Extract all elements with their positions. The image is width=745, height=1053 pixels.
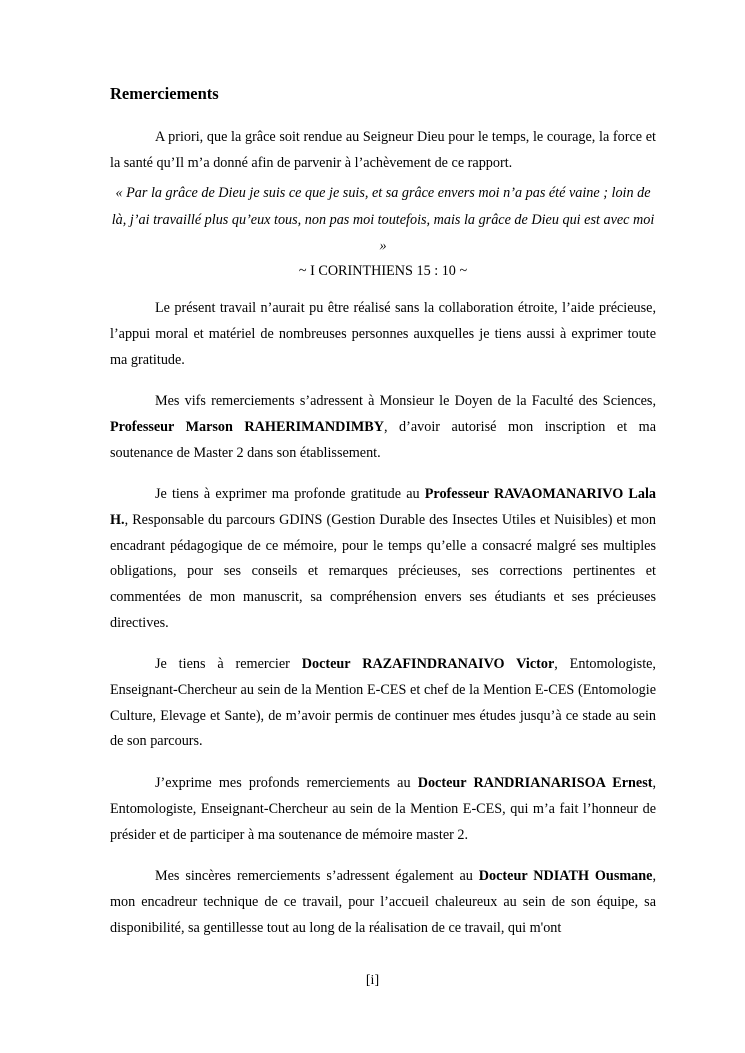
person-name: Docteur RANDRIANARISOA Ernest — [417, 775, 653, 791]
text-segment: , mon encadreur technique de ce travail, pour l’accueil chaleureux au sein de son équipe, sa disponibilité, sa gentillesse tout au long de la réalisation de ce travail, qui m'ont — [110, 868, 656, 936]
text-segment: Je tiens à exprimer ma profonde gratitude au — [155, 486, 425, 502]
paragraph-doyen — [110, 389, 656, 466]
bible-quote: « Par la grâce de Dieu je suis ce que je suis, et sa grâce envers moi n’a pas été vaine ; loin de là, j’ai travaillé plus qu’eux tous, non pas moi toutefois, mais la grâce de Dieu qui est avec moi » — [111, 185, 655, 254]
person-name: Professeur Marson RAHERIMANDIMBY — [110, 418, 384, 435]
paragraph-technical-supervisor — [110, 864, 656, 941]
text-segment: Mes sincères remerciements s’adressent également au — [155, 868, 479, 884]
paragraph-collaboration: Le présent travail n’aurait pu être réalisé sans la collaboration étroite, l’aide précieuse, l’appui moral et matériel de nombreuses personnes auxquelles je tiens aussi à exprimer toute ma gratitude. — [110, 300, 656, 368]
text-segment: , Responsable du parcours GDINS (Gestion Durable des Insectes Utiles et Nuisibles) et mon encadrant pédagogique de ce mémoire, pour le temps qu’elle a consacré malgré ses multiples obligations, pour ses conseils et remarques précieuses, ses corrections pertinentes et commentées de mon manuscrit, sa compréhension envers ses étudiants et ses précieuses directives. — [110, 511, 656, 631]
person-name: Docteur RAZAFINDRANAIVO Victor — [301, 656, 555, 672]
text-segment: Mes vifs remerciements s’adressent à Monsieur le Doyen de la Faculté des Sciences, — [155, 393, 656, 409]
text-segment: , d’avoir autorisé mon inscription et ma soutenance de Master 2 dans son établissement. — [110, 418, 656, 461]
paragraph-intro: A priori, que la grâce soit rendue au Seigneur Dieu pour le temps, le courage, la force et la santé qu’Il m’a donné afin de parvenir à l’achèvement de ce rapport. — [110, 129, 656, 171]
text-segment: , Entomologiste, Enseignant-Chercheur au sein de la Mention E-CES et chef de la Mention E-CES (Entomologie Culture, Elevage et Sante), de m’avoir permis de continuer mes études jusqu’à ce stade au sein de son parcours. — [110, 656, 656, 750]
quote-reference: ~ I CORINTHIENS 15 : 10 ~ — [298, 263, 468, 279]
person-name: Docteur NDIATH Ousmane — [478, 868, 653, 884]
text-segment: , Entomologiste, Enseignant-Chercheur au sein de la Mention E-CES, qui m’a fait l’honneur de présider et de participer à ma soutenance de mémoire master 2. — [110, 775, 656, 843]
text-segment: J’exprime mes profonds remerciements au — [155, 775, 418, 791]
paragraph-supervisor — [110, 482, 656, 637]
page-title: Remerciements — [110, 84, 219, 103]
paragraph-president — [110, 771, 656, 848]
text-segment: Je tiens à remercier — [155, 656, 302, 672]
page-number: [i] — [365, 973, 380, 988]
paragraph-mention-head — [110, 652, 656, 755]
person-name: Professeur RAVAOMANARIVO Lala H. — [110, 486, 657, 528]
